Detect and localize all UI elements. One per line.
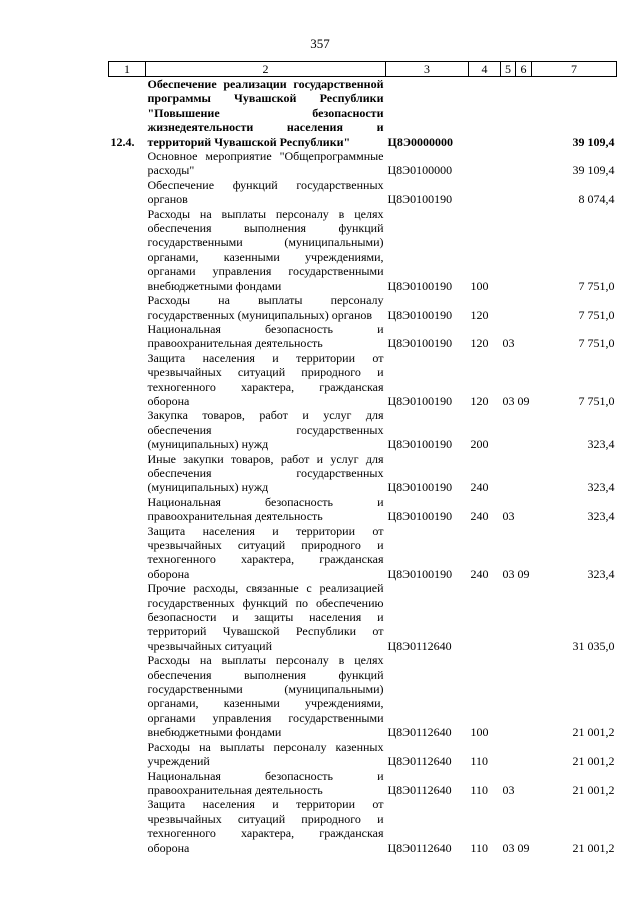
- row-target-code: Ц8Э0112640: [387, 754, 452, 769]
- table-row: [109, 207, 617, 293]
- row-section: 03: [502, 782, 515, 797]
- row-target-code: Ц8Э0112640: [387, 638, 452, 653]
- row-section: 03: [502, 840, 515, 855]
- row-subsection: 09: [517, 566, 530, 581]
- row-number: [109, 653, 146, 739]
- row-number: [109, 581, 146, 653]
- row-subsection: [516, 408, 532, 451]
- row-amount: 39 109,4: [572, 134, 615, 149]
- row-number: [109, 178, 146, 207]
- row-expense-type: 100: [470, 725, 489, 740]
- row-amount: 323,4: [587, 480, 615, 495]
- budget-table: [108, 61, 617, 855]
- row-subsection: [516, 293, 532, 322]
- row-target-code: Ц8Э0100190: [387, 278, 453, 293]
- row-target-code: Ц8Э0100000: [387, 163, 453, 178]
- row-amount: 21 001,2: [572, 782, 615, 797]
- row-section: [501, 77, 516, 150]
- row-amount: 21 001,2: [572, 725, 615, 740]
- row-name: Прочие расходы, связанные с реализацией государственных функций по обеспечению безопасности и защиты населения и территорий Чувашской Республики от чрезвычайных ситуаций: [147, 581, 384, 653]
- row-number: [109, 207, 146, 293]
- row-section: [501, 149, 516, 178]
- row-expense-type: 110: [470, 782, 489, 797]
- row-subsection: [516, 452, 532, 495]
- row-subsection: [516, 769, 532, 798]
- row-number: [109, 524, 146, 582]
- row-subsection: [516, 740, 532, 769]
- row-section: 03: [502, 509, 515, 524]
- row-target-code: Ц8Э0100190: [387, 393, 453, 408]
- page-number: 357: [310, 36, 330, 51]
- table-row: [109, 581, 617, 653]
- row-name: Обеспечение функций государственных органов: [147, 177, 384, 207]
- row-target-code: Ц8Э0100190: [387, 480, 453, 495]
- row-name: Защита населения и территории от чрезвычайных ситуаций природного и техногенного характера, гражданская оборона: [147, 797, 384, 855]
- row-section: [501, 653, 516, 739]
- table-row: [109, 293, 617, 322]
- row-name: Расходы на выплаты персоналу в целях обеспечения выполнения функций государственными (муниципальными) органами, казенными учреждениями, органами управления государственными внебюджетными фондами: [147, 653, 384, 740]
- row-target-code: Ц8Э0112640: [387, 782, 452, 797]
- row-target-code: Ц8Э0112640: [387, 840, 452, 855]
- row-section: 03: [502, 336, 515, 351]
- header-cell: 7: [532, 62, 617, 77]
- row-name: Основное мероприятие "Общепрограммные расходы": [147, 149, 384, 178]
- row-subsection: [516, 178, 532, 207]
- row-target-code: Ц8Э0100190: [387, 566, 453, 581]
- row-target-code: Ц8Э0100190: [387, 509, 453, 524]
- row-name: Национальная безопасность и правоохранительная деятельность: [147, 768, 384, 797]
- row-name: Закупка товаров, работ и услуг для обеспечения государственных (муниципальных) нужд: [147, 408, 384, 452]
- row-number: [109, 322, 146, 351]
- row-number: [109, 452, 146, 495]
- row-amount: 39 109,4: [572, 163, 615, 178]
- table-row: [109, 524, 617, 582]
- row-number: [109, 293, 146, 322]
- row-expense-type: 240: [470, 480, 489, 495]
- row-name: Национальная безопасность и правоохранительная деятельность: [147, 321, 384, 351]
- row-amount: 21 001,2: [572, 840, 615, 855]
- header-cell: 6: [516, 62, 532, 77]
- row-subsection: 09: [517, 840, 530, 855]
- table-row: [109, 408, 617, 451]
- row-amount: 7 751,0: [578, 307, 615, 322]
- row-target-code: Ц8Э0000000: [387, 134, 453, 149]
- row-section: [501, 452, 516, 495]
- row-name: Обеспечение реализации государственной программы Чувашской Республики "Повышение безопасности жизнедеятельности населения и территорий Чувашской Республики": [147, 77, 384, 149]
- table-row: [109, 769, 617, 798]
- row-expense-type: 120: [470, 393, 489, 408]
- header-cell: 2: [146, 62, 386, 77]
- row-expense-type: 120: [470, 307, 489, 322]
- row-number: [109, 740, 146, 769]
- row-section: [501, 581, 516, 653]
- row-expense-type: 200: [470, 437, 489, 452]
- table-row: [109, 149, 617, 178]
- row-section: [501, 293, 516, 322]
- row-name: Национальная безопасность и правоохранительная деятельность: [147, 494, 384, 524]
- table-body: [109, 77, 617, 855]
- row-target-code: Ц8Э0100190: [387, 192, 453, 207]
- row-amount: 7 751,0: [578, 336, 615, 351]
- row-amount: 8 074,4: [578, 192, 615, 207]
- row-amount: 21 001,2: [572, 754, 615, 769]
- row-expense-type: 100: [470, 278, 489, 293]
- table-header: [109, 62, 617, 77]
- row-section: [501, 178, 516, 207]
- row-name: Расходы на выплаты персоналу в целях обеспечения выполнения функций государственными (муниципальными) органами, казенными учреждениями, органами управления государственными внебюджетными фондами: [147, 206, 384, 293]
- row-name: Защита населения и территории от чрезвычайных ситуаций природного и техногенного характера, гражданская оборона: [147, 523, 384, 581]
- row-section: 03: [502, 566, 515, 581]
- header-cell: 1: [109, 62, 146, 77]
- row-subsection: [516, 207, 532, 293]
- table-row: [109, 77, 617, 150]
- row-subsection: [516, 149, 532, 178]
- row-amount: 323,4: [587, 437, 615, 452]
- row-expense-type: [469, 178, 501, 207]
- row-subsection: 09: [517, 393, 530, 408]
- row-amount: 7 751,0: [578, 278, 615, 293]
- table-row: [109, 740, 617, 769]
- row-expense-type: [469, 581, 501, 653]
- header-row: [109, 62, 617, 77]
- row-subsection: [516, 653, 532, 739]
- row-number: [109, 351, 146, 409]
- table-row: [109, 351, 617, 409]
- table-row: [109, 452, 617, 495]
- row-name: Иные закупки товаров, работ и услуг для обеспечения государственных (муниципальных) нужд: [147, 451, 384, 495]
- table-row: [109, 495, 617, 524]
- row-number: 12.4.: [110, 134, 135, 149]
- row-name: Расходы на выплаты персоналу государственных (муниципальных) органов: [147, 293, 384, 322]
- row-subsection: [516, 495, 532, 524]
- table-row: [109, 178, 617, 207]
- row-number: [109, 495, 146, 524]
- row-expense-type: 120: [470, 336, 489, 351]
- row-expense-type: 240: [470, 509, 489, 524]
- row-number: [109, 149, 146, 178]
- row-subsection: [516, 581, 532, 653]
- table-row: [109, 797, 617, 855]
- row-name: Расходы на выплаты персоналу казенных учреждений: [147, 739, 384, 769]
- row-expense-type: 110: [470, 754, 489, 769]
- row-target-code: Ц8Э0112640: [387, 725, 452, 740]
- table-row: [109, 653, 617, 739]
- row-number: [109, 769, 146, 798]
- row-expense-type: 110: [470, 840, 489, 855]
- row-section: [501, 740, 516, 769]
- row-expense-type: [469, 149, 501, 178]
- row-subsection: [516, 322, 532, 351]
- row-expense-type: [469, 77, 501, 150]
- row-section: 03: [502, 393, 515, 408]
- header-cell: 4: [469, 62, 501, 77]
- row-expense-type: 240: [470, 566, 489, 581]
- row-amount: 323,4: [587, 509, 615, 524]
- row-section: [501, 207, 516, 293]
- row-target-code: Ц8Э0100190: [387, 437, 453, 452]
- table-row: [109, 322, 617, 351]
- row-amount: 323,4: [587, 566, 615, 581]
- row-name: Защита населения и территории от чрезвычайных ситуаций природного и техногенного характера, гражданская оборона: [147, 350, 384, 408]
- header-cell: 5: [501, 62, 516, 77]
- row-amount: 31 035,0: [572, 638, 615, 653]
- row-number: [109, 408, 146, 451]
- row-target-code: Ц8Э0100190: [387, 336, 453, 351]
- row-section: [501, 408, 516, 451]
- row-subsection: [516, 77, 532, 150]
- row-target-code: Ц8Э0100190: [387, 307, 453, 322]
- row-number: [109, 797, 146, 855]
- header-cell: 3: [386, 62, 469, 77]
- row-amount: 7 751,0: [578, 393, 615, 408]
